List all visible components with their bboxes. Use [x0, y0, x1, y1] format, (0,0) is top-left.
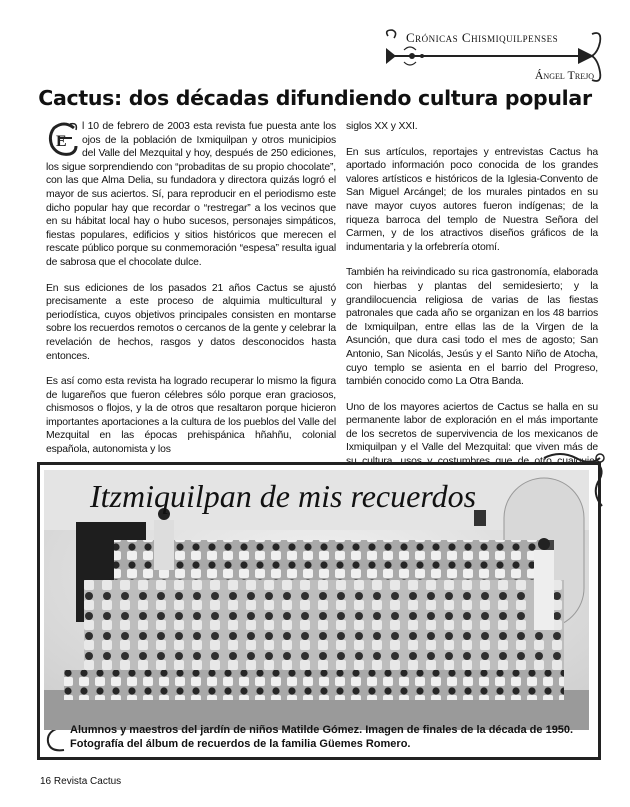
paragraph: siglos XX y XXI. [346, 121, 418, 132]
paragraph: En sus ediciones de los pasados 21 años Cactus se ajustó precisamente a este proceso de alquimia multicultural y periodística, cuyos objetivos principales consisten en montarse sobre los recuerdos remotos o cercanos de la gente y celebrar la revelación de hechos, rasgos y datos desconocidos hasta entonces. [46, 282, 336, 362]
paragraph: También ha reivindicado su rica gastronomía, elaborada con hierbas y plantas del semidesierto; y la grandilocuencia religiosa de varias de las fiestas patronales que cada año se organizan en los 48 barrios de Ixmiquilpan, entre ellas las de la Virgen de la Asunción, que dura casi todo el mes de agosto; San Antonio, San Nicolás, Jesús y el Santo Niño de Atocha, cuyo templo se asienta en el barrio del Progreso, también conocido como La Otra Banda. [346, 267, 598, 388]
article-column-right [346, 120, 598, 494]
caption-line: Fotografía del álbum de recuerdos de la familia Güemes Romero. [70, 737, 411, 750]
paragraph: Es así como esta revista ha logrado recuperar lo mismo la figura de lugareños que fueron célebres sólo porque eran graciosos, chismosos o flojos, y la de otros que resaltaron porque hicieron importantes aportaciones a la cultura de los pueblos del Valle del Mezquital en las épocas prehispánica hñahñu, colonial española, autonomista y los [46, 376, 336, 456]
dropcap-ornament [46, 120, 80, 158]
column-series-title: Crónicas Chismiquilpenses [406, 30, 559, 45]
publication-name: Revista Cactus [53, 776, 122, 787]
photo-section-title: Itzmiquilpan de mis recuerdos [90, 478, 477, 514]
author-name: Ángel Trejo [534, 68, 594, 82]
page-number: 16 [40, 776, 52, 787]
paragraph-text: l 10 de febrero de 2003 esta revista fue puesta ante los ojos de la población de Ixmiquilpan y otros municipios del Valle del Mezquital y hoy, después de 250 ediciones, los sigue sorprendiendo con “probaditas de su propio chocolate”, con las que Alma Delia, su fundadora y directora quizás logró el mayor de sus aciertos. Sí, para reproducir en el periodismo este dicho popular hay que recordar o “restregar” a los vecinos que en su hábitat local hay o hubo sucesos, personajes simpáticos, fiestas populares, edificios y sitios históricos que merecen el rescate público porque su conmemoración “espesa” resulta igual de sabrosa que el chocolate dulce. [46, 121, 336, 268]
paragraph: En sus artículos, reportajes y entrevistas Cactus ha aportado información poco conocida de los grandes valores artísticos e históricos de la Iglesia-Convento de San Miguel Arcángel; de los murales pintados en su nave mayor cuyos autores fueron indígenas; de la riqueza barroca del templo de Nuestra Señora del Carmen, y de los atractivos diseños gráficos de la indumentaria y la orfebrería otomí. [346, 146, 598, 253]
article-title: Cactus: dos décadas difundiendo cultura popular [38, 86, 592, 110]
article-column-left [46, 120, 336, 469]
dropcap-letter: E [56, 133, 67, 150]
photo-caption [70, 724, 590, 751]
paragraph [46, 120, 336, 270]
page-footer [40, 776, 121, 787]
column-header [382, 28, 604, 86]
caption-line: Alumnos y maestros del jardín de niños Matilde Gómez. Imagen de finales de la década de 1950. [70, 724, 574, 736]
paragraph: Uno de los mayores aciertos de Cactus se halla en su permanente labor de exploración en el más importante de los secretos de supervivencia de los mexicanos de Ixmiquilpan y el Valle del Mezquital: que viven más de [346, 401, 598, 454]
